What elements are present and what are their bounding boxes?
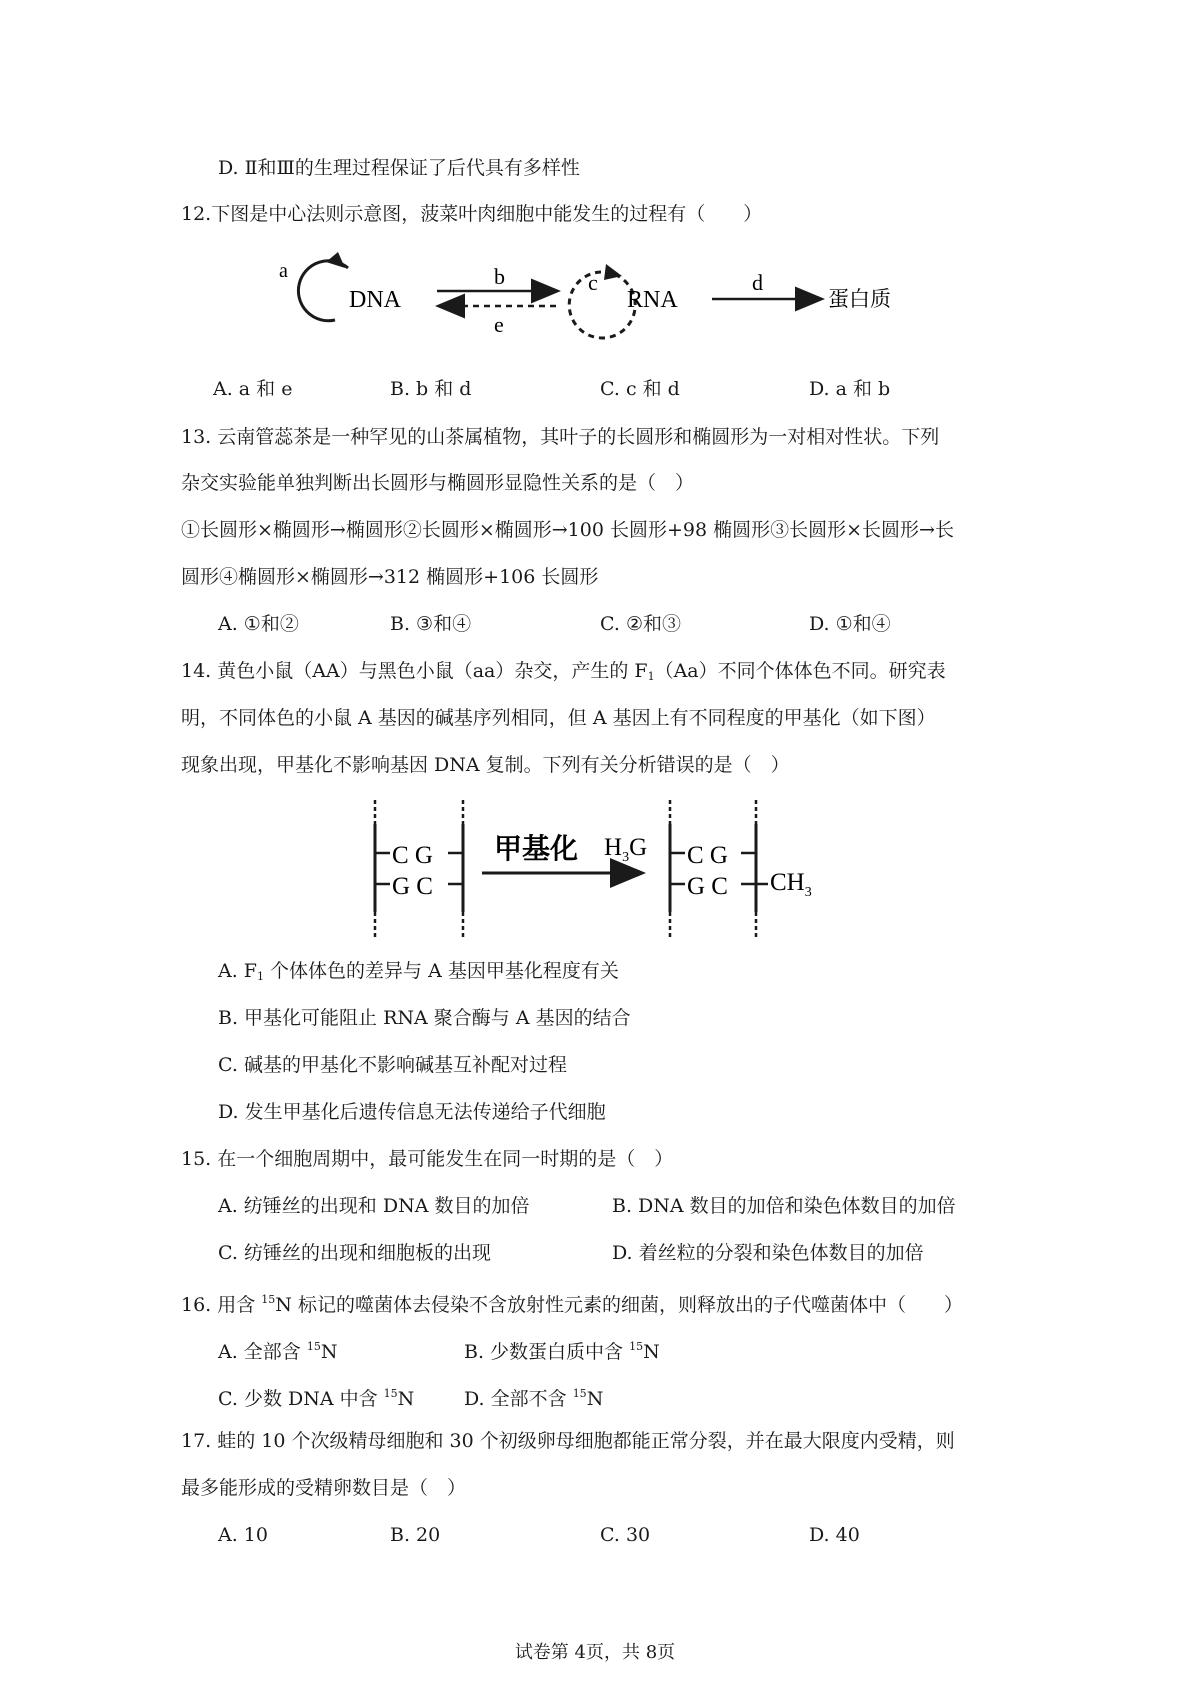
q14-option-a: A. $F_1$ 个体体色的差异与 A 基因甲基化程度有关 (218, 960, 619, 983)
label-protein: 蛋白质 (828, 287, 891, 311)
page-footer: 试卷第 4页，共 8页 (514, 1642, 676, 1663)
label-a: a (279, 260, 288, 282)
dna-replication-arc (298, 261, 348, 321)
label-c: c (588, 270, 598, 295)
q13-cross-line-1: ①长圆形×椭圆形→椭圆形②长圆形×椭圆形→100 长圆形+98 椭圆形③长圆形×长圆形→长 (181, 519, 954, 541)
q14-stem-line-3: 现象出现，甲基化不影响基因 DNA 复制。下列有关分析错误的是（ ） (181, 754, 790, 776)
label-b: b (494, 264, 505, 289)
arrow-label-methylation: 甲基化 (494, 832, 579, 865)
methylation-diagram (375, 800, 812, 938)
q14-option-c: C. 碱基的甲基化不影响碱基互补配对过程 (218, 1054, 567, 1076)
left-pair-top: C G (392, 842, 433, 869)
q16-option-d: D. 全部不含 $^{15}$N (464, 1387, 604, 1410)
q16-option-c: C. 少数 DNA 中含 $^{15}$N (218, 1387, 415, 1410)
right-pair-bottom: G C (687, 873, 728, 900)
q11-option-d: D. Ⅱ和Ⅲ的生理过程保证了后代具有多样性 (218, 157, 580, 179)
q16-option-a: A. 全部含 $^{15}$N (218, 1340, 338, 1363)
label-d: d (752, 270, 763, 295)
right-pair-top: C G (687, 842, 728, 869)
q13-stem-line-2: 杂交实验能单独判断出长圆形与椭圆形显隐性关系的是（ ） (181, 472, 695, 494)
q13-option-c: C. ②和③ (600, 613, 681, 635)
q17-stem-line-1: 17. 蛙的 10 个次级精母细胞和 30 个初级卵母细胞都能正常分裂，并在最大限度内受精，则 (181, 1430, 955, 1452)
q12-stem: 12.下图是中心法则示意图，菠菜叶肉细胞中能发生的过程有（ ） (181, 203, 763, 225)
q15-option-d: D. 着丝粒的分裂和染色体数目的加倍 (612, 1242, 924, 1264)
q13-cross-line-2: 圆形④椭圆形×椭圆形→312 椭圆形+106 长圆形 (181, 566, 599, 588)
svg-text:H3G: $H_3G$ (604, 834, 648, 865)
q15-option-b: B. DNA 数目的加倍和染色体数目的加倍 (612, 1195, 956, 1217)
q14-option-d: D. 发生甲基化后遗传信息无法传递给子代细胞 (218, 1101, 606, 1123)
q14-option-b: B. 甲基化可能阻止 RNA 聚合酶与 A 基因的结合 (218, 1007, 631, 1029)
q14-stem-line-1: 14. 黄色小鼠（AA）与黑色小鼠（aa）杂交，产生的 $F_1(Aa)$不同个体体色不同。研究表 (181, 660, 946, 683)
q13-stem-line-1: 13. 云南管蕊茶是一种罕见的山茶属植物，其叶子的长圆形和椭圆形为一对相对性状。下列 (181, 426, 940, 448)
q17-option-d: D. 40 (809, 1524, 860, 1546)
q14-stem-line-2: 明，不同体色的小鼠 A 基因的碱基序列相同，但 A 基因上有不同程度的甲基化（如下图） (181, 707, 936, 729)
q15-option-c: C. 纺锤丝的出现和细胞板的出现 (218, 1242, 491, 1264)
q15-option-a: A. 纺锤丝的出现和 DNA 数目的加倍 (218, 1195, 530, 1217)
q17-option-a: A. 10 (218, 1524, 268, 1546)
q12-option-a: A. a 和 e (213, 378, 293, 400)
rna-replication-arc (569, 272, 635, 338)
label-rna: RNA (627, 287, 678, 313)
q16-stem: 16. 用含 $^{15}$N 标记的噬菌体去侵染不含放射性元素的细菌，则释放出的子代噬菌体中（ ） (181, 1293, 963, 1316)
q12-option-c: C. c 和 d (600, 378, 680, 400)
q12-option-b: B. b 和 d (390, 378, 472, 400)
q15-stem: 15. 在一个细胞周期中，最可能发生在同一时期的是（ ） (181, 1148, 674, 1170)
q13-option-a: A. ①和② (218, 613, 299, 635)
q17-option-b: B. 20 (390, 1524, 441, 1546)
left-pair-bottom: G C (392, 873, 433, 900)
q13-option-b: B. ③和④ (390, 613, 472, 635)
svg-text:CH3: $CH_3$ (770, 869, 812, 900)
central-dogma-diagram (279, 252, 891, 338)
q17-stem-line-2: 最多能形成的受精卵数目是（ ） (181, 1477, 467, 1499)
label-dna: DNA (349, 287, 401, 313)
label-e: e (494, 312, 504, 337)
q16-option-b: B. 少数蛋白质中含 $^{15}$N (464, 1340, 660, 1363)
q17-option-c: C. 30 (600, 1524, 651, 1546)
q12-option-d: D. a 和 b (809, 378, 891, 400)
q13-option-d: D. ①和④ (809, 613, 891, 635)
